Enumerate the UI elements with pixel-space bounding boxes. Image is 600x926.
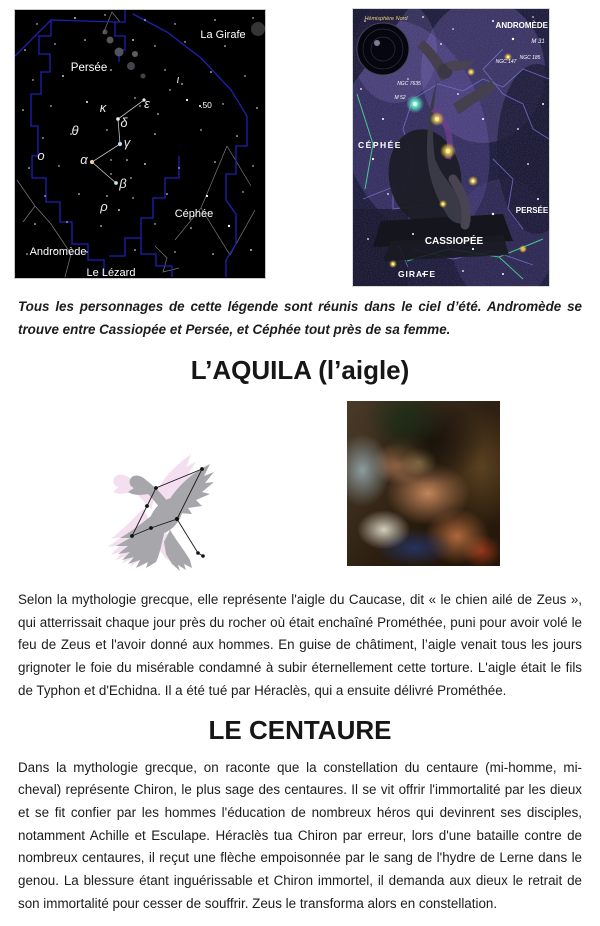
star-chart-svg [15, 10, 265, 278]
aquila-paragraph: Selon la mythologie grecque, elle représente l'aigle du Caucase, dit « le chien ailé de Zeus », qui atterrissait chaque jour près du rocher où était enchaîné Prométhée, puni pour avoir volé le feu de Zeus et l'avoir donné aux hommes. En guise de châtiment, l’aigle venait tous les jours grignoter le foie du misérable condamné à subir éternellement cette torture. L'aigle était le fils de Typhon et d'Echidna. Il a été tué par Héraclès, qui a ensuite délivré Prométhée. [18, 592, 582, 698]
eagle-constellation-image [108, 450, 233, 572]
greek-rho: ρ [100, 199, 108, 214]
label-hemisphere-nord: Hémisphère Nord [364, 16, 408, 22]
star-chart-image [14, 9, 266, 279]
aquila-heading: L’AQUILA (l’aigle) [190, 355, 410, 385]
cassiopeia-artwork-image [352, 8, 550, 287]
label-le-lezard: Le Lézard [86, 267, 136, 278]
label-mag50: .50 [200, 100, 212, 110]
label-ngc185: NGC 185 [519, 55, 541, 61]
greek-delta: δ [120, 115, 128, 130]
hemisphere-inset [357, 23, 409, 75]
centaure-heading: LE CENTAURE [208, 714, 392, 745]
cassiopeia-art-svg [353, 9, 549, 286]
label-art-andromede: ANDROMÈDE [495, 21, 548, 30]
greek-kappa: κ [99, 100, 107, 115]
eagle-svg [108, 450, 233, 572]
label-art-cephee: CÉPHÉE [358, 140, 402, 150]
aquila-images-row [18, 390, 582, 575]
label-art-persee: PERSÉE [515, 206, 549, 215]
label-andromede: Andromède [29, 246, 87, 258]
figure-caption: Tous les personnages de cette légende sont réunis dans le ciel d’été. Andromède se trouve entre Cassiopée et Persée, et Céphée tout près de sa femme. [18, 299, 582, 337]
greek-epsilon: ε [144, 96, 150, 111]
greek-theta: θ [71, 123, 79, 138]
label-ngc147: NGC 147 [495, 59, 517, 65]
label-persee: Persée [70, 62, 108, 74]
label-art-cassiopee: CASSIOPÉE [424, 236, 484, 247]
label-cephee: Céphée [174, 208, 214, 220]
top-images-row [18, 8, 582, 290]
greek-omicron: ο [37, 148, 45, 163]
greek-iota: ι [176, 74, 180, 86]
prometheus-painting-image [347, 401, 500, 566]
label-ngc7635: NGC 7635 [397, 81, 421, 87]
label-m31: M 31 [531, 39, 545, 45]
greek-gamma: γ [123, 135, 131, 150]
label-la-girafe: La Girafe [200, 29, 246, 41]
greek-beta: β [119, 176, 127, 191]
centaure-paragraph: Dans la mythologie grecque, on raconte que la constellation du centaure (mi-homme, mi-cheval) représente Chiron, le plus sage des centaures. Il se vit offrir l'immortalité par les dieux et se fit confier par les hommes l'éducation de nombreux héros qui devinrent ses disciples, notamment Achille et Esculape. Héraclès tua Chiron par erreur, lors d'une bataille contre de nombreux centaures, il reçut une flèche empoisonnée par le sang de l'hydre de Lerne dans le genou. La blessure étant inguérissable et Chiron immortel, il demanda aux dieux le retrait de son immortalité pour cesser de souffrir. Zeus le transforma alors en constellation. [18, 759, 582, 911]
label-m52: M 52 [394, 95, 406, 101]
label-art-girafe: GIRAFE [397, 269, 437, 279]
greek-alpha: α [80, 152, 88, 167]
